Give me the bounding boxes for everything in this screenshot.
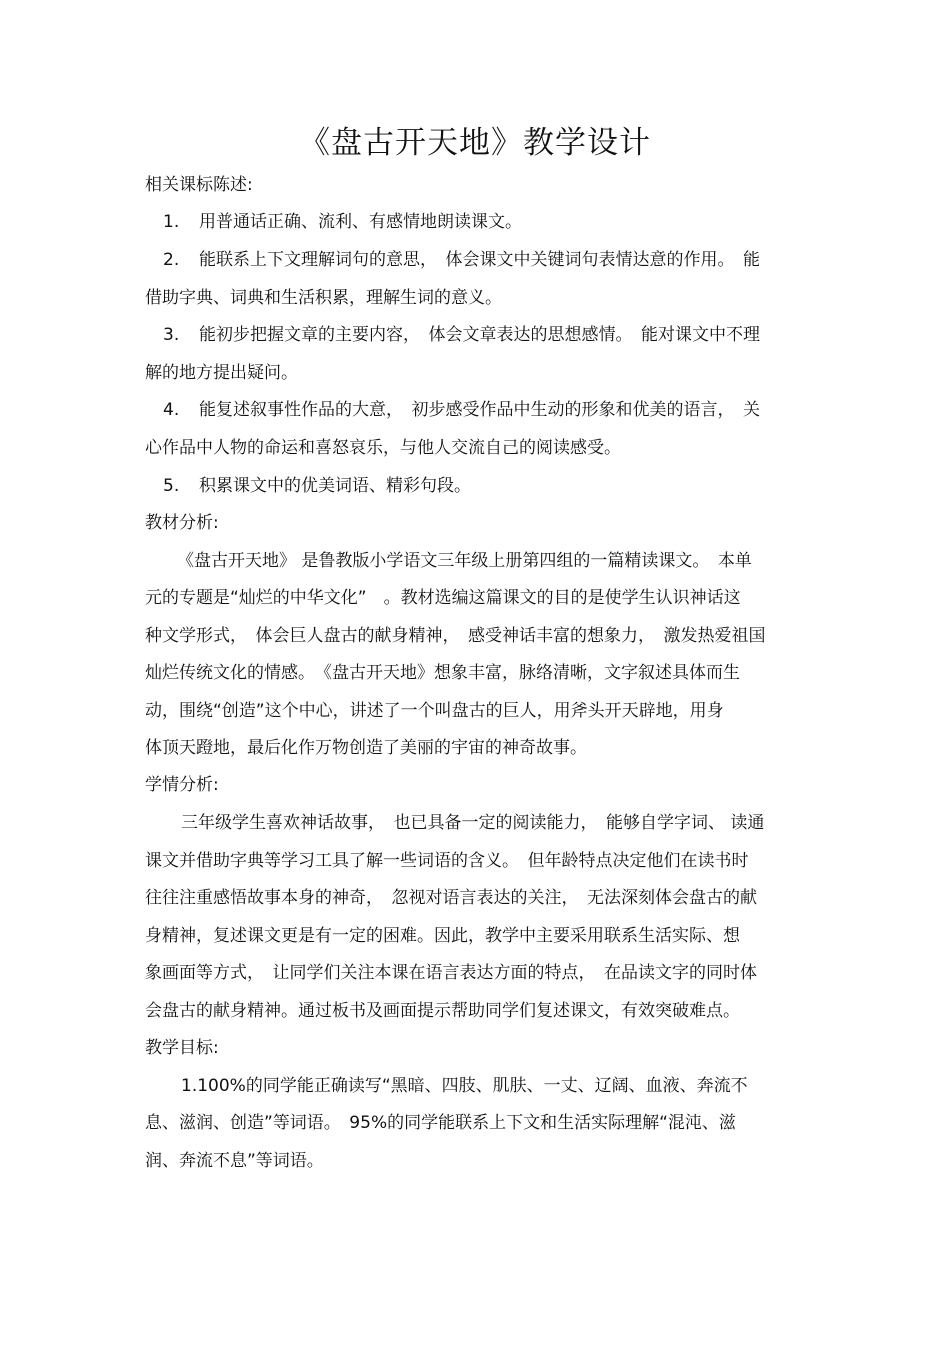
standards-item-2	[163, 248, 760, 272]
item-number: 1.	[163, 212, 180, 232]
item-text: 能初步把握文章的主要内容， 体会文章表达的思想感情。 能对课文中不理	[199, 325, 760, 345]
standards-item-3	[163, 323, 760, 347]
goals-paragraph-line: 1.100%的同学能正确读写“黑暗、四肢、肌肤、一丈、辽阔、血液、奔流不	[181, 1076, 748, 1096]
standards-item-1	[163, 210, 522, 234]
standards-item-3-cont: 解的地方提出疑问。	[145, 363, 298, 383]
material-paragraph-line: 体顶天蹬地，最后化作万物创造了美丽的宇宙的神奇故事。	[145, 738, 587, 758]
goals-paragraph-line: 息、滋润、创造”等词语。 95%的同学能联系上下文和生活实际理解“混沌、滋	[145, 1113, 736, 1133]
item-number: 3.	[163, 325, 180, 345]
students-paragraph-line: 课文并借助字典等学习工具了解一些词语的含义。 但年龄特点决定他们在读书时	[145, 851, 749, 871]
students-paragraph-line: 三年级学生喜欢神话故事， 也已具备一定的阅读能力， 能够自学字词、 读通	[181, 813, 765, 833]
goals-heading: 教学目标:	[145, 1038, 219, 1058]
material-paragraph-line: 《盘古开天地》 是鲁教版小学语文三年级上册第四组的一篇精读课文。 本单	[177, 551, 752, 571]
item-number: 5.	[163, 476, 180, 496]
goals-paragraph-line: 润、奔流不息”等词语。	[145, 1151, 324, 1171]
standards-item-2-cont: 借助字典、词典和生活积累，理解生词的意义。	[145, 288, 502, 308]
standards-heading: 相关课标陈述:	[145, 175, 253, 195]
item-text: 能联系上下文理解词句的意思， 体会课文中关键词句表情达意的作用。 能	[199, 250, 760, 270]
item-text: 能复述叙事性作品的大意， 初步感受作品中生动的形象和优美的语言， 关	[199, 400, 760, 420]
material-paragraph-line: 元的专题是“灿烂的中华文化” 。教材选编这篇课文的目的是使学生认识神话这	[145, 588, 741, 608]
material-heading: 教材分析:	[145, 513, 219, 533]
material-paragraph-line: 动，围绕“创造”这个中心，讲述了一个叫盘古的巨人，用斧头开天辟地，用身	[145, 701, 724, 721]
standards-item-4	[163, 398, 760, 422]
document-title: 《盘古开天地》教学设计	[299, 125, 651, 161]
item-number: 4.	[163, 400, 180, 420]
item-text: 积累课文中的优美词语、精彩句段。	[199, 476, 471, 496]
students-paragraph-line: 象画面等方式， 让同学们关注本课在语言表达方面的特点， 在品读文字的同时体	[145, 963, 757, 983]
material-paragraph-line: 种文学形式， 体会巨人盘古的献身精神， 感受神话丰富的想象力， 激发热爱祖国	[145, 626, 766, 646]
students-paragraph-line: 会盘古的献身精神。通过板书及画面提示帮助同学们复述课文，有效突破难点。	[145, 1001, 740, 1021]
students-paragraph-line: 身精神，复述课文更是有一定的困难。因此，教学中主要采用联系生活实际、想	[145, 926, 740, 946]
item-text: 用普通话正确、流利、有感情地朗读课文。	[199, 212, 522, 232]
students-paragraph-line: 往往注重感悟故事本身的神奇， 忽视对语言表达的关注， 无法深刻体会盘古的献	[145, 888, 757, 908]
standards-item-4-cont: 心作品中人物的命运和喜怒哀乐，与他人交流自己的阅读感受。	[145, 438, 621, 458]
students-heading: 学情分析:	[145, 775, 219, 795]
item-number: 2.	[163, 250, 180, 270]
material-paragraph-line: 灿烂传统文化的情感。 《盘古开天地》想象丰富，脉络清晰，文字叙述具体而生	[145, 663, 740, 683]
standards-item-5	[163, 474, 471, 498]
